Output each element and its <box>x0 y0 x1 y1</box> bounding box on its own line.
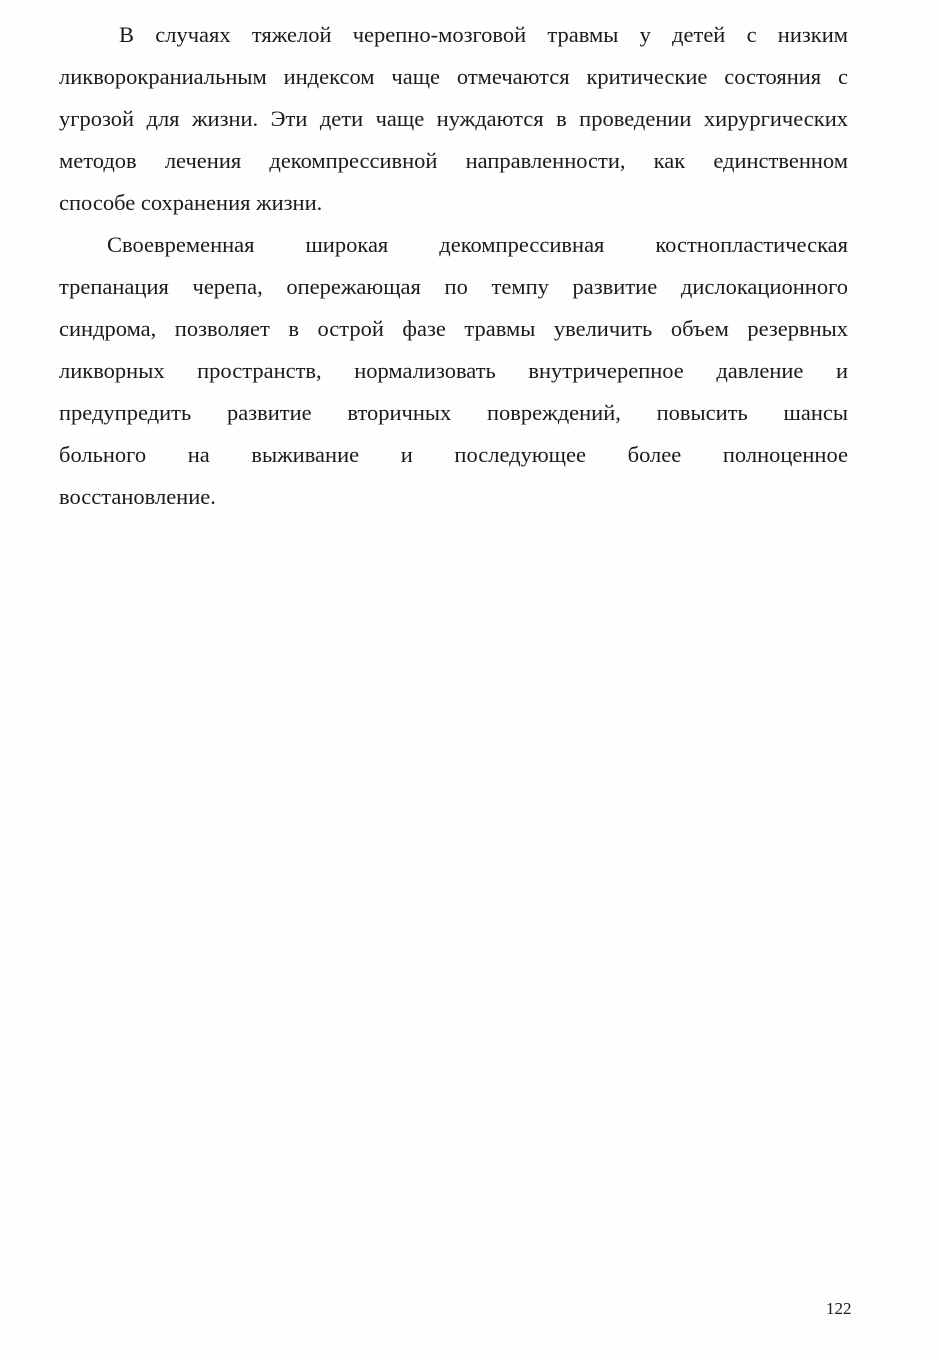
page-number: 122 <box>826 1299 852 1318</box>
text-line: восстановление. <box>59 484 216 509</box>
text-line: методов лечения декомпрессивной направленности, как единственном <box>59 148 848 173</box>
text-line: ликворных пространств, нормализовать внутричерепное давление и <box>59 358 848 383</box>
text-line: В случаях тяжелой черепно-мозговой травмы у детей с низким <box>119 22 848 47</box>
text-line: больного на выживание и последующее более полноценное <box>59 442 848 467</box>
text-line: Своевременная широкая декомпрессивная костнопластическая <box>107 232 848 257</box>
text-line: ликворокраниальным индексом чаще отмечаются критические состояния с <box>59 64 848 89</box>
body-text <box>59 14 848 518</box>
paragraph-1 <box>59 14 848 224</box>
text-line: способе сохранения жизни. <box>59 190 323 215</box>
text-line: трепанация черепа, опережающая по темпу развитие дислокационного <box>59 274 848 299</box>
text-line: предупредить развитие вторичных повреждений, повысить шансы <box>59 400 848 425</box>
paragraph-2 <box>59 224 848 518</box>
text-line: угрозой для жизни. Эти дети чаще нуждаются в проведении хирургических <box>59 106 848 131</box>
text-line: синдрома, позволяет в острой фазе травмы увеличить объем резервных <box>59 316 848 341</box>
